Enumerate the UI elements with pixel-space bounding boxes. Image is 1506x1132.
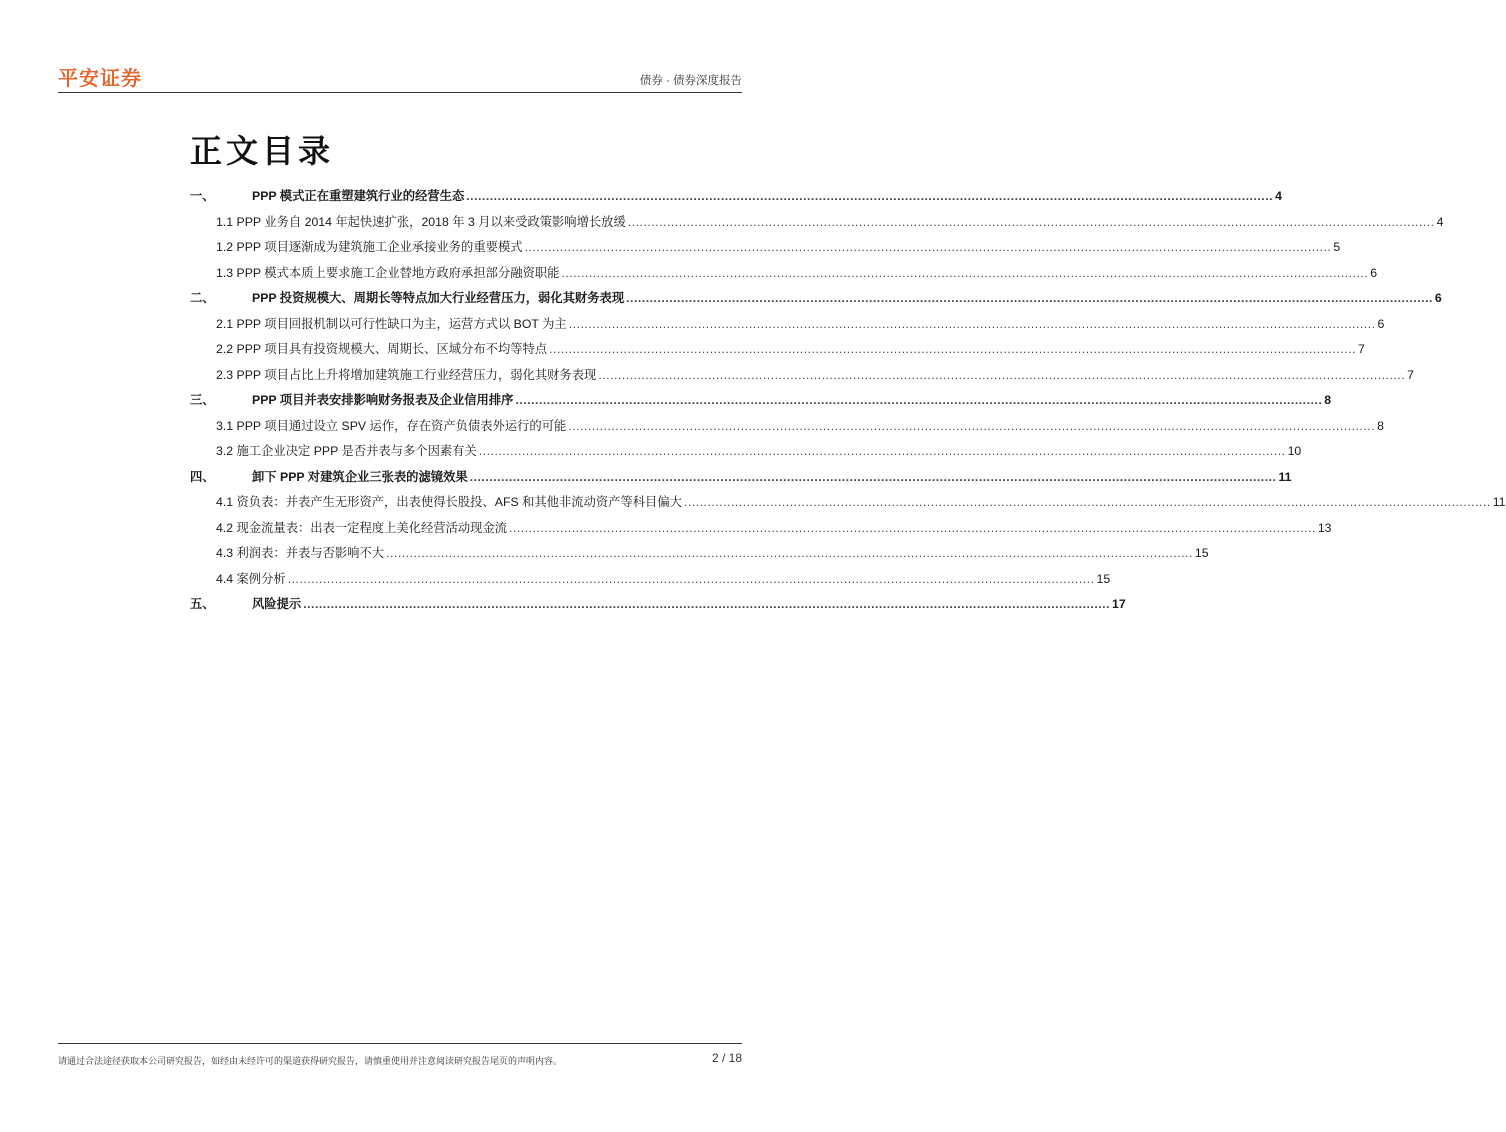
toc-section-number: 三、 bbox=[190, 393, 215, 407]
toc-subsection-entry[interactable] bbox=[190, 441, 1302, 467]
table-of-contents bbox=[190, 186, 1506, 620]
toc-page-number: 15 bbox=[1096, 571, 1111, 586]
toc-leader-dots bbox=[628, 215, 1435, 229]
toc-leader-dots bbox=[303, 597, 1110, 611]
toc-section-number: 二、 bbox=[190, 291, 215, 305]
toc-page-number: 6 bbox=[1370, 265, 1378, 280]
toc-page-number: 11 bbox=[1492, 495, 1506, 509]
toc-entry-title: PPP 项目并表安排影响财务报表及企业信用排序 bbox=[252, 393, 514, 407]
toc-section-entry[interactable] bbox=[190, 467, 1292, 493]
brand-logo: 平安证券 bbox=[58, 68, 142, 90]
toc-entry-title: 2.1 PPP 项目回报机制以可行性缺口为主，运营方式以 BOT 为主 bbox=[216, 316, 567, 331]
page-header bbox=[58, 60, 742, 93]
toc-subsection-entry[interactable] bbox=[190, 339, 1365, 365]
report-type: 债券 · 债券深度报告 bbox=[639, 75, 742, 87]
toc-leader-dots bbox=[509, 521, 1316, 535]
toc-entry-title: PPP 投资规模大、周期长等特点加大行业经营压力，弱化其财务表现 bbox=[252, 291, 625, 305]
toc-leader-dots bbox=[470, 470, 1277, 484]
toc-entry-title: 卸下 PPP 对建筑企业三张表的滤镜效果 bbox=[252, 469, 468, 484]
toc-leader-dots bbox=[549, 342, 1356, 356]
toc-section-number: 一、 bbox=[190, 189, 215, 203]
toc-leader-dots bbox=[386, 546, 1193, 560]
toc-leader-dots bbox=[561, 266, 1368, 280]
toc-page-number: 8 bbox=[1377, 418, 1384, 433]
toc-subsection-entry[interactable] bbox=[190, 518, 1332, 544]
toc-subsection-entry[interactable] bbox=[190, 314, 1385, 340]
toc-entry-title: 1.3 PPP 模式本质上要求施工企业替地方政府承担部分融资职能 bbox=[216, 265, 560, 280]
toc-leader-dots bbox=[479, 444, 1286, 458]
toc-subsection-entry[interactable] bbox=[190, 416, 1384, 442]
toc-entry-title: 2.2 PPP 项目具有投资规模大、周期长、区域分布不均等特点 bbox=[216, 342, 548, 356]
page-footer bbox=[58, 1043, 742, 1072]
toc-page-number: 7 bbox=[1407, 367, 1414, 382]
toc-page-number: 6 bbox=[1434, 291, 1442, 305]
toc-entry-title: 4.4 案例分析 bbox=[216, 571, 286, 586]
toc-subsection-entry[interactable] bbox=[190, 237, 1341, 263]
toc-leader-dots bbox=[466, 189, 1273, 203]
toc-entry-title: 1.2 PPP 项目逐渐成为建筑施工企业承接业务的重要模式 bbox=[216, 240, 523, 254]
toc-subsection-entry[interactable] bbox=[190, 212, 1444, 238]
toc-section-entry[interactable] bbox=[190, 288, 1442, 314]
toc-entry-title: 1.1 PPP 业务自 2014 年起快速扩张，2018 年 3 月以来受政策影响增长放缓 bbox=[216, 214, 626, 229]
toc-section-number: 四、 bbox=[190, 469, 215, 484]
toc-page-number: 8 bbox=[1324, 393, 1332, 407]
toc-page-number: 5 bbox=[1333, 240, 1341, 254]
toc-leader-dots bbox=[569, 317, 1376, 331]
toc-page-number: 4 bbox=[1436, 214, 1444, 229]
page-number: 2 / 18 bbox=[711, 1051, 742, 1065]
toc-entry-title: 4.2 现金流量表：出表一定程度上美化经营活动现金流 bbox=[216, 520, 508, 535]
toc-entry-title: 风险提示 bbox=[252, 597, 302, 611]
toc-section-entry[interactable] bbox=[190, 390, 1332, 416]
toc-page-number: 6 bbox=[1377, 316, 1385, 331]
toc-entry-title: 4.1 资负表：并表产生无形资产，出表使得长股投、AFS 和其他非流动资产等科目偏大 bbox=[216, 495, 682, 509]
toc-entry-title: PPP 模式正在重塑建筑行业的经营生态 bbox=[252, 189, 465, 203]
toc-leader-dots bbox=[684, 495, 1491, 509]
toc-leader-dots bbox=[288, 572, 1095, 586]
toc-leader-dots bbox=[515, 393, 1322, 407]
toc-entry-title: 2.3 PPP 项目占比上升将增加建筑施工行业经营压力，弱化其财务表现 bbox=[216, 367, 597, 382]
toc-section-number: 五、 bbox=[190, 597, 215, 611]
toc-leader-dots bbox=[525, 240, 1332, 254]
toc-page-number: 10 bbox=[1287, 444, 1302, 458]
toc-subsection-entry[interactable] bbox=[190, 492, 1506, 518]
toc-subsection-entry[interactable] bbox=[190, 569, 1111, 595]
toc-page-number: 4 bbox=[1275, 189, 1282, 203]
toc-page-number: 7 bbox=[1357, 342, 1365, 356]
disclaimer-note: 请通过合法途径获取本公司研究报告，如经由未经许可的渠道获得研究报告，请慎重使用并注意阅读研究报告尾页的声明内容。 bbox=[58, 1056, 563, 1066]
toc-leader-dots bbox=[598, 368, 1405, 382]
toc-page-number: 17 bbox=[1112, 597, 1126, 611]
toc-entry-title: 3.2 施工企业决定 PPP 是否并表与多个因素有关 bbox=[216, 444, 477, 458]
toc-page-number: 13 bbox=[1317, 520, 1332, 535]
toc-subsection-entry[interactable] bbox=[190, 263, 1378, 289]
toc-subsection-entry[interactable] bbox=[190, 543, 1209, 569]
toc-subsection-entry[interactable] bbox=[190, 365, 1414, 391]
toc-entry-title: 4.3 利润表：并表与否影响不大 bbox=[216, 546, 385, 560]
toc-leader-dots bbox=[568, 419, 1375, 433]
toc-entry-title: 3.1 PPP 项目通过设立 SPV 运作，存在资产负债表外运行的可能 bbox=[216, 418, 567, 433]
toc-page-number: 15 bbox=[1194, 546, 1209, 560]
toc-page-number: 11 bbox=[1278, 469, 1292, 484]
page-title: 正文目录 bbox=[190, 133, 335, 169]
toc-section-entry[interactable] bbox=[190, 186, 1282, 212]
toc-leader-dots bbox=[626, 291, 1433, 305]
toc-section-entry[interactable] bbox=[190, 594, 1126, 620]
